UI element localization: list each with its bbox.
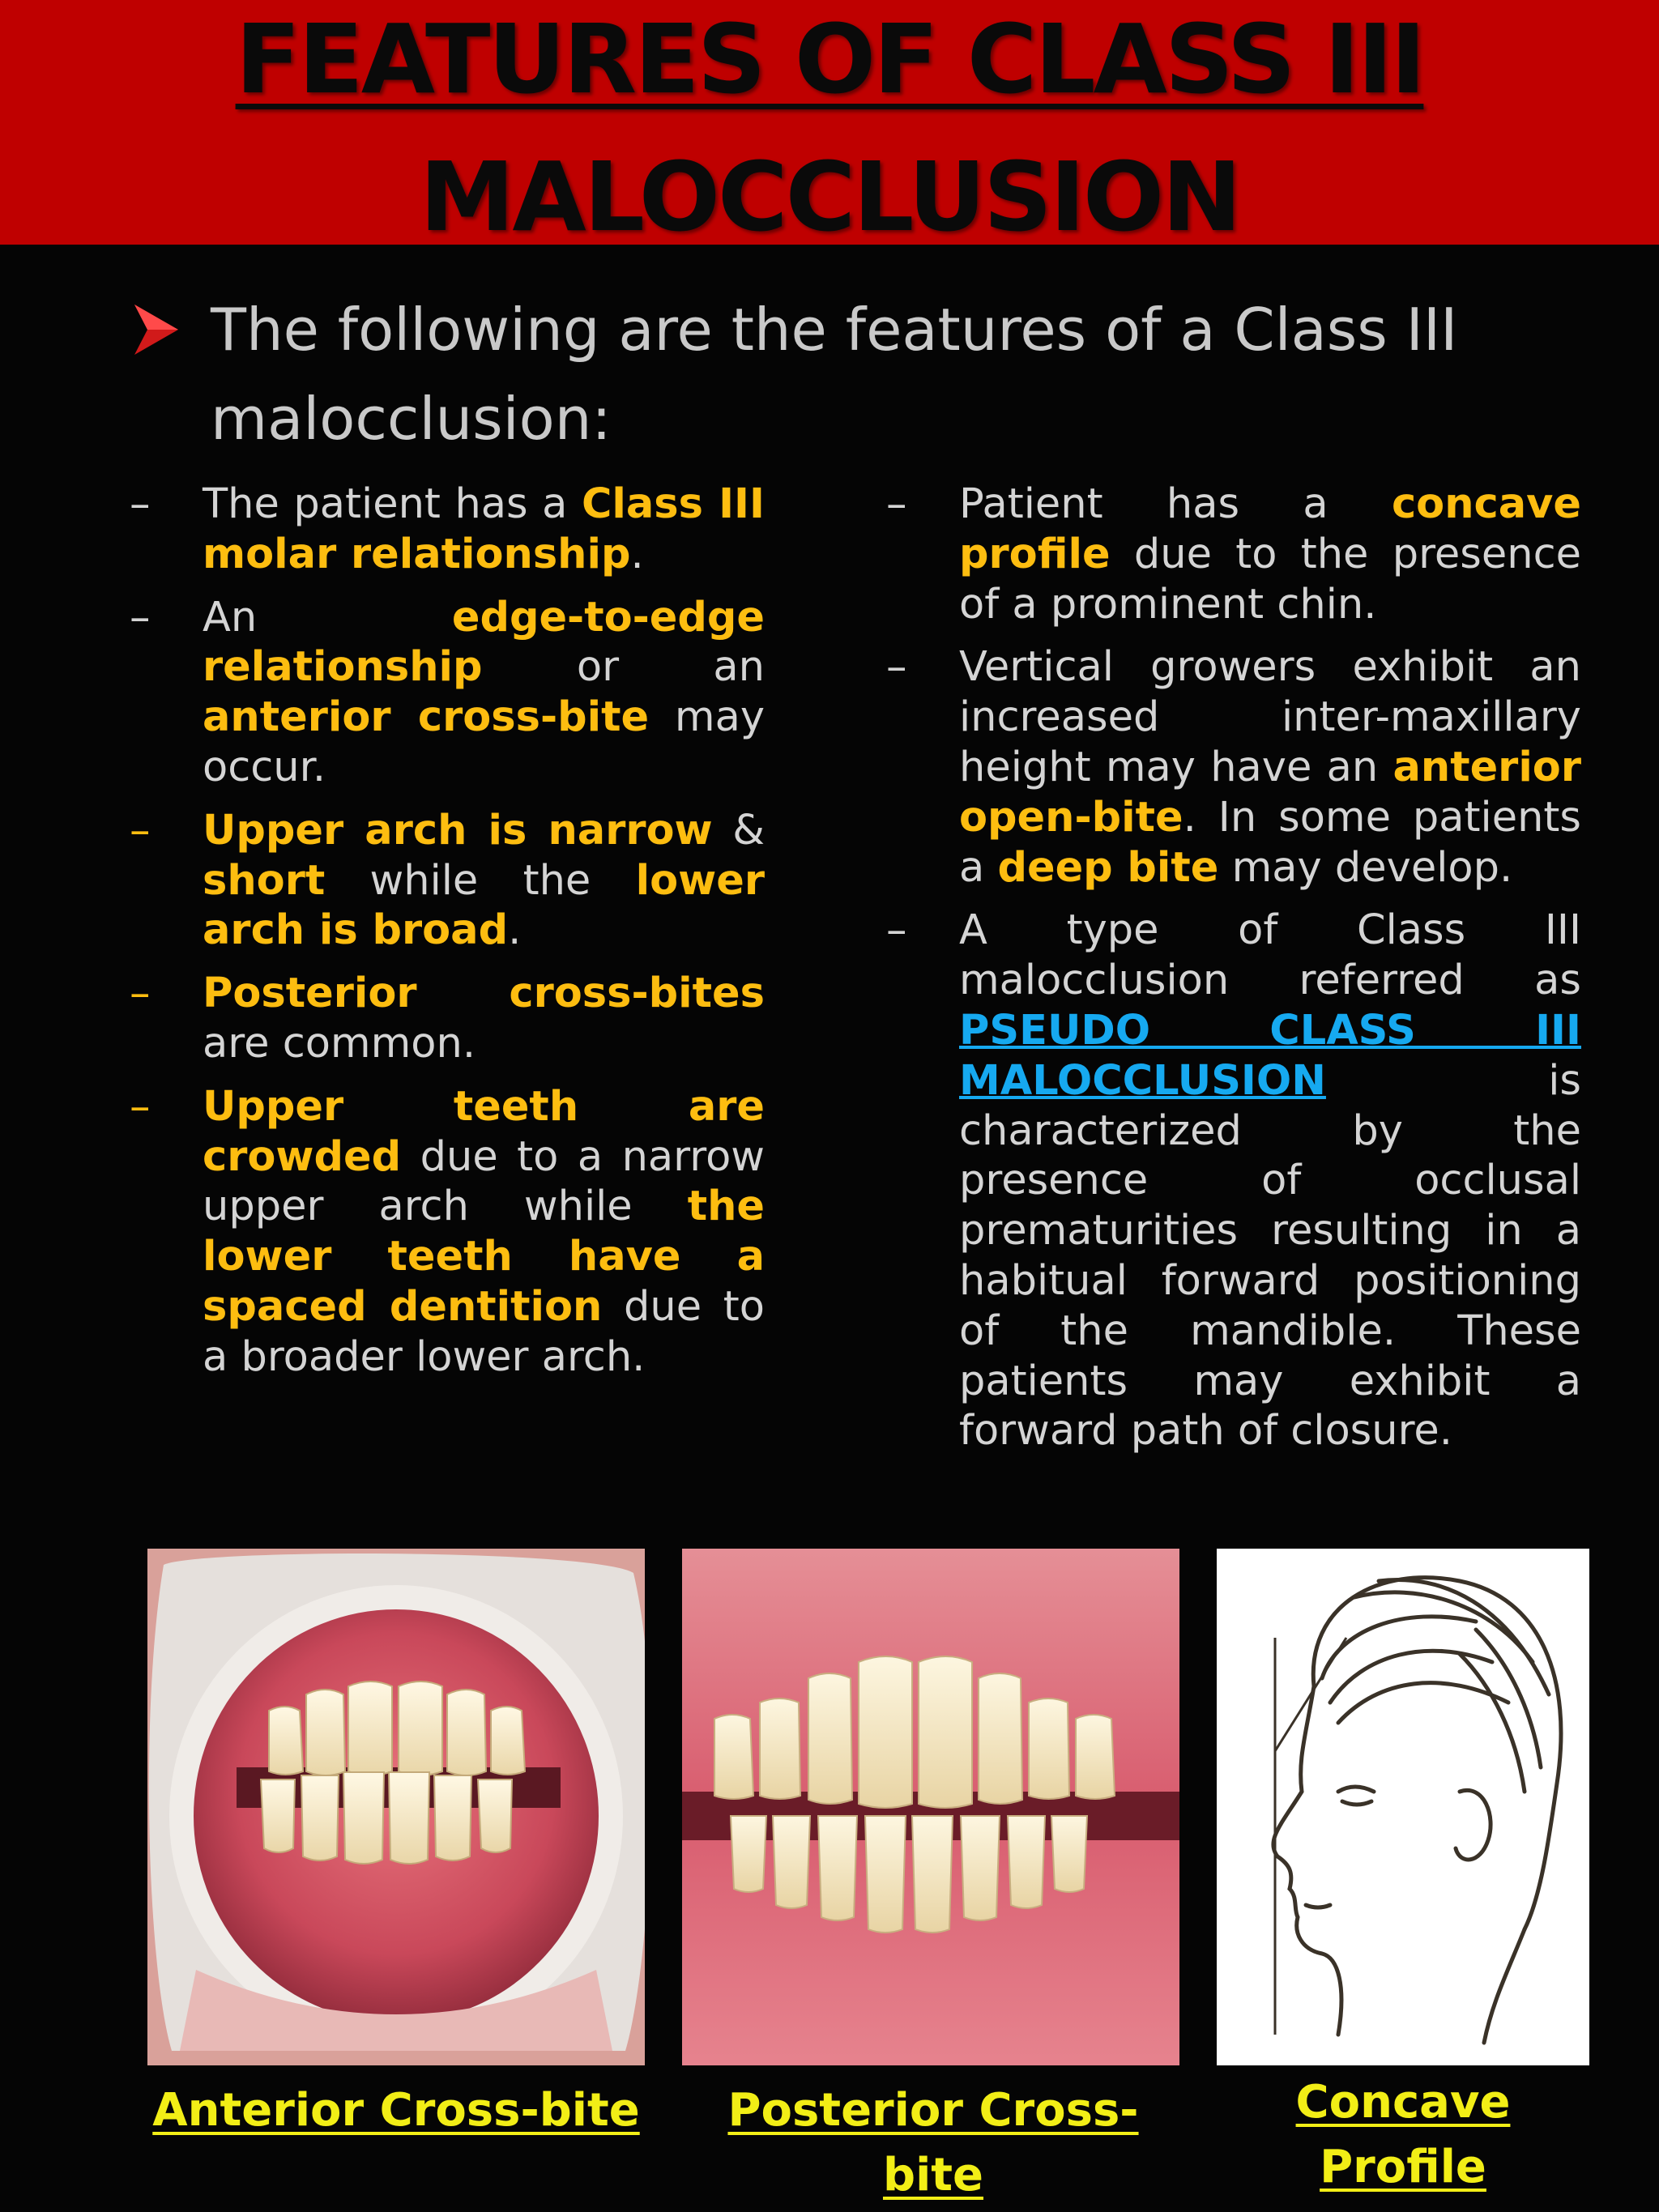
- right-feature-list: [886, 479, 1581, 1469]
- slide-title-line-2: MALOCCLUSION: [420, 141, 1239, 253]
- feature-item: [886, 642, 1581, 893]
- feature-text: A type of Class III malocclusion referred as: [959, 906, 1581, 1005]
- anterior-crossbite-photo: [147, 1549, 645, 2065]
- dash-bullet-icon: –: [130, 806, 151, 855]
- highlighted-term: lower arch is broad: [203, 856, 765, 955]
- pseudo-class-iii-link[interactable]: PSEUDO CLASS III MALOCCLUSION: [959, 1006, 1581, 1105]
- highlighted-term: concave profile: [959, 480, 1581, 578]
- posterior-crossbite-caption: Posterior Cross-bite: [727, 2084, 1139, 2201]
- feature-text: due to a broader lower arch.: [203, 1282, 765, 1381]
- intro-bullet: [136, 285, 1529, 463]
- intro-text: The following are the features of a Class III malocclusion:: [211, 296, 1458, 453]
- feature-text: may occur.: [203, 693, 766, 791]
- highlighted-term: anterior cross-bite: [203, 693, 650, 742]
- feature-item: [886, 906, 1581, 1456]
- feature-text: is characterized by the presence of occlusal prematurities resulting in a habitual forward positioning of the mandible. These patients may exhibit a forward path of closure.: [959, 1056, 1581, 1455]
- highlighted-term: short: [203, 856, 326, 905]
- feature-item: [130, 1082, 765, 1383]
- posterior-crossbite-photo: [682, 1549, 1179, 2065]
- highlighted-term: Posterior cross-bites: [203, 970, 765, 1018]
- feature-item: [130, 479, 765, 580]
- dash-bullet-icon: –: [886, 906, 907, 955]
- feature-text: .: [508, 906, 522, 955]
- highlighted-term: anterior open-bite: [959, 743, 1581, 842]
- highlighted-term: edge-to-edge relationship: [203, 593, 765, 692]
- feature-text: due to a narrow upper arch while: [203, 1132, 765, 1231]
- feature-text: or an: [482, 643, 765, 692]
- feature-text: Patient has a: [959, 480, 1392, 528]
- feature-text: while the: [325, 856, 636, 905]
- concave-profile-drawing: [1217, 1549, 1589, 2065]
- feature-text: may develop.: [1218, 843, 1513, 892]
- feature-item: [130, 969, 765, 1069]
- dash-bullet-icon: –: [886, 643, 907, 692]
- feature-text: An: [203, 593, 452, 641]
- dash-bullet-icon: –: [886, 480, 907, 528]
- highlighted-term: the lower teeth have a spaced dentition: [203, 1183, 765, 1331]
- dash-bullet-icon: –: [130, 593, 151, 641]
- dash-bullet-icon: –: [130, 970, 151, 1018]
- feature-text: Vertical growers exhibit an increased inter-maxillary height may have an: [959, 643, 1581, 791]
- feature-item: [130, 593, 765, 793]
- anterior-crossbite-caption: Anterior Cross-bite: [152, 2084, 640, 2137]
- feature-text: The patient has a: [203, 480, 582, 528]
- dash-bullet-icon: –: [130, 480, 151, 528]
- feature-text: . In some patients a: [959, 793, 1581, 892]
- feature-text: due to the presence of a prominent chin.: [959, 530, 1581, 629]
- concave-profile-caption: Concave Profile: [1295, 2076, 1511, 2193]
- feature-item: [886, 479, 1581, 629]
- highlighted-term: Upper teeth are crowded: [203, 1082, 765, 1181]
- feature-text: &: [712, 806, 765, 855]
- dash-bullet-icon: –: [130, 1082, 151, 1131]
- feature-text: .: [630, 530, 644, 578]
- red-arrow-bullet-icon: [131, 301, 180, 358]
- highlighted-term: Upper arch is narrow: [203, 806, 713, 855]
- highlighted-term: deep bite: [997, 843, 1219, 892]
- feature-text: are common.: [203, 1019, 476, 1068]
- left-feature-list: [130, 479, 765, 1396]
- slide-title-line-1: FEATURES OF CLASS III: [235, 3, 1424, 115]
- feature-item: [130, 806, 765, 956]
- highlighted-term: Class III molar relationship: [203, 480, 765, 578]
